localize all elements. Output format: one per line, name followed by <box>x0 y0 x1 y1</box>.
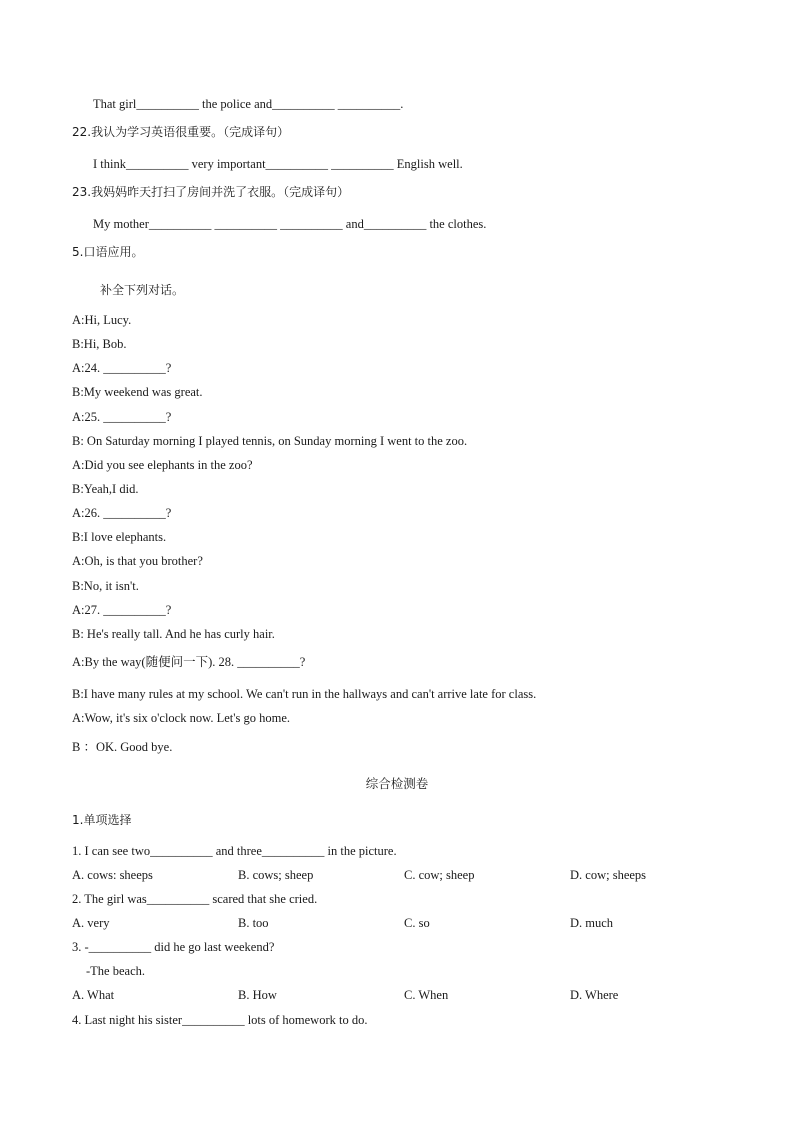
option-c: C. cow; sheep <box>404 868 475 882</box>
dialogue-line-27: A:27. __________? <box>72 603 172 617</box>
dialogue-line: A:Did you see elephants in the zoo? <box>72 458 253 472</box>
dialogue-line: B ：OK. Good bye. <box>72 740 173 754</box>
sentence-21-blanks: That girl__________ the police and__________ __________. <box>93 97 404 111</box>
dialogue-line-26: A:26. __________? <box>72 506 172 520</box>
dialogue-line-24: A:24. __________? <box>72 361 172 375</box>
option-d: D. Where <box>570 988 619 1002</box>
dialogue-line: B:My weekend was great. <box>72 385 203 399</box>
sentence-23-blanks: My mother__________ __________ __________ and__________ the clothes. <box>93 217 487 231</box>
dialogue-line: B:I love elephants. <box>72 530 167 544</box>
dialogue-line: A:Hi, Lucy. <box>72 313 132 327</box>
question-23-prompt: 23.我妈妈昨天打扫了房间并洗了衣服。（完成译句） <box>72 185 350 199</box>
option-b: B. cows; sheep <box>238 868 314 882</box>
question-2: 2. The girl was__________ scared that she cried. <box>72 892 318 906</box>
section-title: 综合检测卷 <box>365 776 429 791</box>
dialogue-line: B: He's really tall. And he has curly hair. <box>72 627 275 641</box>
dialogue-line: B:Yeah,I did. <box>72 482 139 496</box>
dialogue-instruction: 补全下列对话。 <box>100 283 185 297</box>
option-a: A. very <box>72 916 110 930</box>
question-3: 3. -__________ did he go last weekend? <box>72 940 275 954</box>
option-a: A. cows: sheeps <box>72 868 153 882</box>
quiz-heading: 1.单项选择 <box>72 813 132 827</box>
question-3-answer-line: -The beach. <box>86 964 145 978</box>
option-b: B. too <box>238 916 269 930</box>
option-d: D. much <box>570 916 614 930</box>
option-c: C. When <box>404 988 449 1002</box>
question-4: 4. Last night his sister__________ lots of homework to do. <box>72 1013 368 1027</box>
section-5-heading: 5.口语应用。 <box>72 245 144 259</box>
option-a: A. What <box>72 988 115 1002</box>
dialogue-line: A:Oh, is that you brother? <box>72 554 203 568</box>
dialogue-line: B: On Saturday morning I played tennis, on Sunday morning I went to the zoo. <box>72 434 468 448</box>
option-d: D. cow; sheeps <box>570 868 647 882</box>
dialogue-line-25: A:25. __________? <box>72 410 172 424</box>
dialogue-line: B:No, it isn't. <box>72 579 139 593</box>
dialogue-line: B:Hi, Bob. <box>72 337 127 351</box>
dialogue-line: B:I have many rules at my school. We can't run in the hallways and can't arrive late for class. <box>72 687 537 701</box>
sentence-22-blanks: I think__________ very important__________ __________ English well. <box>93 157 463 171</box>
question-22-prompt: 22.我认为学习英语很重要。（完成译句） <box>72 125 290 139</box>
question-1: 1. I can see two__________ and three__________ in the picture. <box>72 844 397 858</box>
dialogue-line-28: A:By the way(随便问一下). 28. __________? <box>72 655 306 669</box>
option-c: C. so <box>404 916 430 930</box>
option-b: B. How <box>238 988 277 1002</box>
dialogue-line: A:Wow, it's six o'clock now. Let's go home. <box>72 711 290 725</box>
